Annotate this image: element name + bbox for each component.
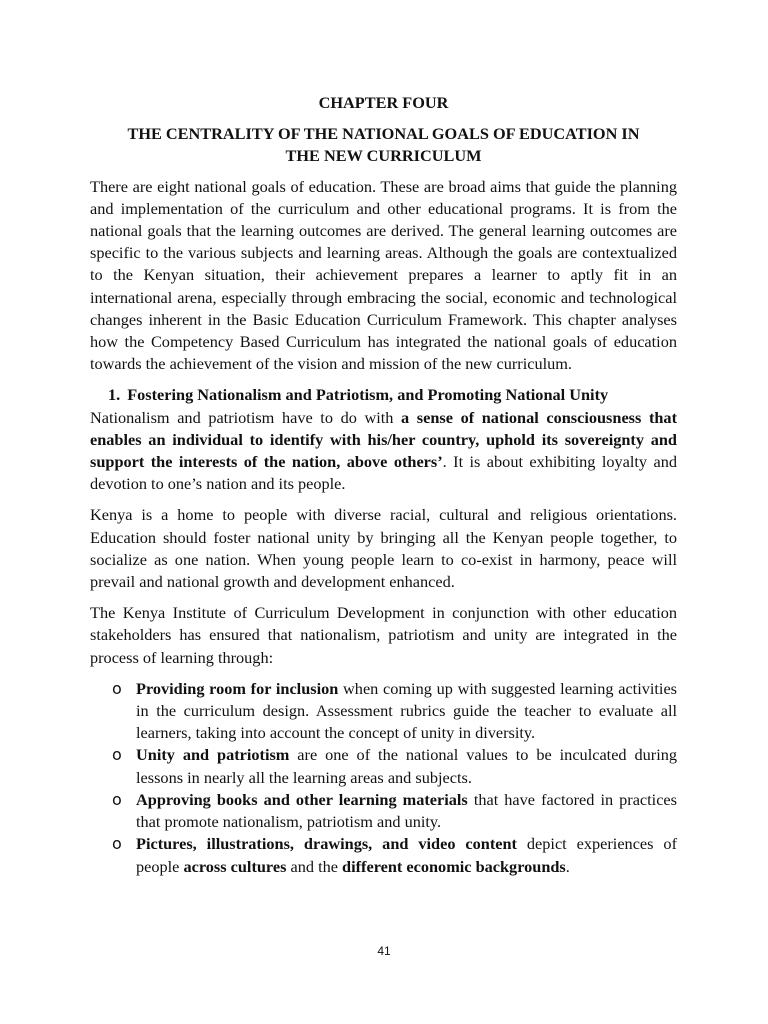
list-item-bold-economic: different economic backgrounds xyxy=(342,856,566,876)
chapter-title xyxy=(90,123,677,167)
section-heading xyxy=(90,384,677,406)
chapter-title-line2: THE NEW CURRICULUM xyxy=(285,146,482,166)
list-item-bold: Providing room for inclusion xyxy=(136,678,339,698)
list-item-text: when coming up with suggested learning activities in the curriculum design. Assessment rubrics guide the teacher to evaluate all learners, taking into account the concept of unity in diversity. xyxy=(136,678,678,743)
bullet-circle-icon: o xyxy=(112,834,122,854)
nationalism-text-start: Nationalism and patriotism have to do with xyxy=(90,407,402,427)
unity-paragraph: Kenya is a home to people with diverse racial, cultural and religious orientations. Education should foster national unity by bringing all the Kenyan people together, to socialize as one nation. When young people learn to co-exist in harmony, peace will prevail and national growth and development enhanced. xyxy=(90,505,677,592)
section-number: 1. xyxy=(108,385,121,405)
integration-list xyxy=(90,678,677,878)
bullet-circle-icon: o xyxy=(112,678,122,698)
list-item-bold: Approving books and other learning materials xyxy=(136,789,468,809)
list-item xyxy=(90,678,677,745)
page-number: 41 xyxy=(377,944,391,958)
intro-paragraph: There are eight national goals of education. These are broad aims that guide the planning and implementation of the curriculum and other educational programs. It is from the national goals that the learning outcomes are derived. The general learning outcomes are specific to the various subjects and learning areas. Although the goals are contextualized to the Kenyan situation, their achievement prepares a learner to aptly fit in an international arena, especially through embracing the social, economic and technological changes inherent in the Basic Education Curriculum Framework. This chapter analyses how the Competency Based Curriculum has integrated the national goals of education towards the achievement of the vision and mission of the new curriculum. xyxy=(90,176,677,374)
chapter-label: CHAPTER FOUR xyxy=(318,93,449,112)
list-item-text-and: and the xyxy=(286,856,343,876)
bullet-circle-icon: o xyxy=(112,789,122,809)
list-item-text: depict experiences of people xyxy=(136,834,677,876)
list-item-text: are one of the national values to be inculcated during lessons in nearly all the learning areas and subjects. xyxy=(136,745,677,787)
bullet-circle-icon: o xyxy=(112,745,122,765)
nationalism-paragraph xyxy=(90,407,677,496)
nationalism-text-bold: a sense of national consciousness that enables an individual to identify with his/her country, uphold its sovereignty and support the interests of the nation, above others’ xyxy=(90,407,677,472)
list-item xyxy=(90,833,677,877)
list-item-text-end: . xyxy=(565,856,570,876)
nationalism-text-end: . It is about exhibiting loyalty and devotion to one’s nation and its people. xyxy=(90,452,678,494)
section-heading-text: Fostering Nationalism and Patriotism, and Promoting National Unity xyxy=(127,385,609,405)
kicd-paragraph: The Kenya Institute of Curriculum Development in conjunction with other education stakeholders has ensured that nationalism, patriotism and unity are integrated in the process of learning through: xyxy=(90,603,677,667)
list-item xyxy=(90,744,677,788)
page-content xyxy=(90,92,677,878)
list-item-bold: Unity and patriotism xyxy=(136,745,290,765)
list-item xyxy=(90,789,677,833)
list-item-text: that have factored in practices that promote nationalism, patriotism and unity. xyxy=(136,789,677,832)
list-item-bold-cultures: across cultures xyxy=(183,856,287,876)
chapter-title-line1: THE CENTRALITY OF THE NATIONAL GOALS OF EDUCATION IN xyxy=(127,124,640,144)
list-item-bold: Pictures, illustrations, drawings, and video content xyxy=(136,834,517,854)
